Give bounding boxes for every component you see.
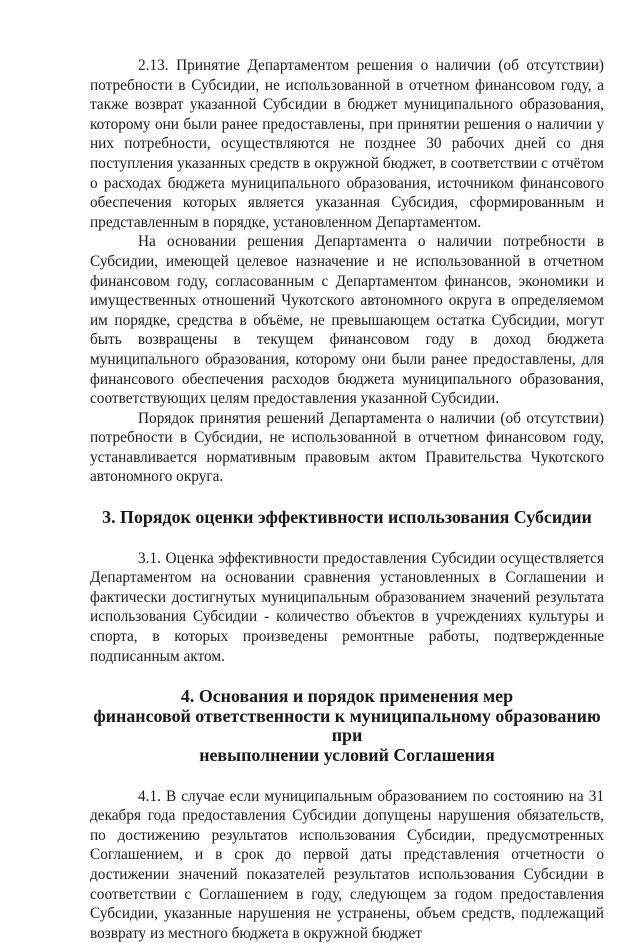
paragraph-order: Порядок принятия решений Департамента о наличии (об отсутствии) потребности в Субсидии, не использованной в отчетном финансовом году, устанавливается нормативным правовым актом Правительства Чукотского автономного округа. xyxy=(90,409,604,486)
document-page xyxy=(90,56,604,943)
paragraph-basis: На основании решения Департамента о наличии потребности в Субсидии, имеющей целевое назначение и не использованной в отчетном финансовом году, согласованным с Департаментом финансов, экономики и имущественных отношений Чукотского автономного округа в определяемом им порядке, средства в объёме, не превышающем остатка Субсидии, могут быть возвращены в текущем финансовом году в доход бюджета муниципального образования, которому они были ранее предоставлены, для финансового обеспечения расходов бюджета муниципального образования, соответствующих целям предоставления указанной Субсидии. xyxy=(90,233,604,408)
section-3-heading: 3. Порядок оценки эффективности использования Субсидии xyxy=(102,507,592,528)
section-4-heading-line1: 4. Основания и порядок применения мер xyxy=(180,686,514,707)
paragraph-4-1: 4.1. В случае если муниципальным образованием по состоянию на 31 декабря года предоставления Субсидии допущены нарушения обязательств, по достижению результатов использования Субсидии, предусмотренных Соглашением, и в срок до первой даты представления отчетности о достижении значений показателей результатов использования Субсидии в соответствии с Соглашением в году, следующем за годом предоставления Субсидии, указанные нарушения не устранены, объем средств, подлежащий возврату из местного бюджета в окружной бюджет xyxy=(90,787,604,942)
paragraph-3-1: 3.1. Оценка эффективности предоставления Субсидии осуществляется Департаментом на основании сравнения установленных в Соглашении и фактически достигнутых муниципальным образованием значений результата использования Субсидии - количество объектов в учреждениях культуры и спорта, в которых произведены ремонтные работы, подтвержденные подписанным актом. xyxy=(90,549,604,665)
paragraph-2-13: 2.13. Принятие Департаментом решения о наличии (об отсутствии) потребности в Субсидии, не использованной в отчетном финансовом году, а также возврат указанной Субсидии в бюджет муниципального образования, которому они были ранее предоставлены, при принятии решения о наличии у них потребности, осуществляются не позднее 30 рабочих дней со дня поступления указанных средств в окружной бюджет, в соответствии с отчётом о расходах бюджета муниципального образования, источником финансового обеспечения которых является указанная Субсидия, сформированным и представленным в порядке, установленном Департаментом. xyxy=(90,57,604,231)
section-4-heading-line3: невыполнении условий Соглашения xyxy=(199,745,495,765)
section-4-heading-line2: финансовой ответственности к муниципальному образованию при xyxy=(93,705,601,746)
section-4-heading xyxy=(90,687,604,765)
